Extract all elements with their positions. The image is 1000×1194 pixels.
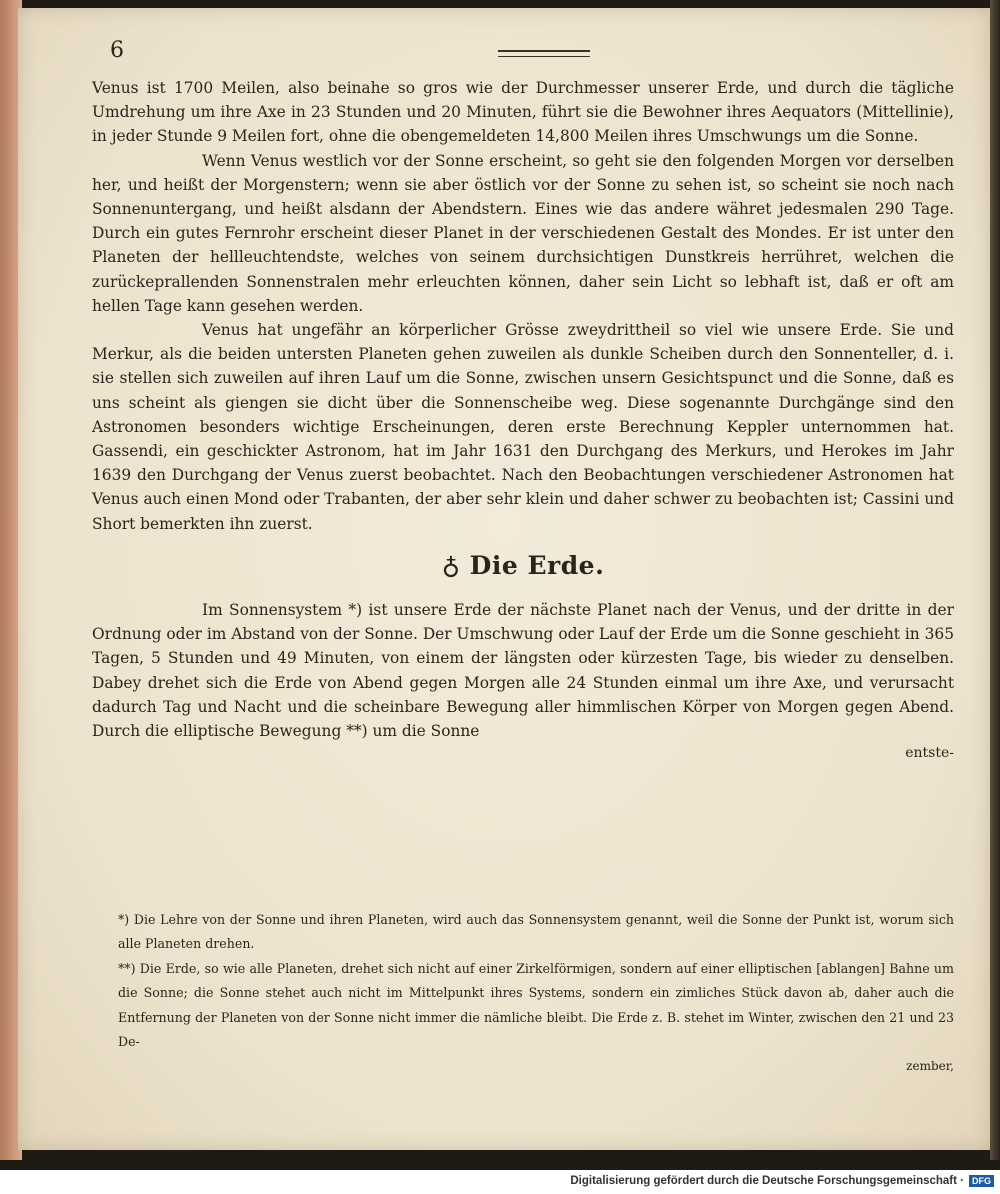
paragraph-venus-size: Venus ist 1700 Meilen, also beinahe so gros wie der Durchmesser unserer Erde, und durch die tägliche Umdrehung um ihre Axe in 23 Stunden und 20 Minuten, führt sie die Bewohner ihres Aequators (Mittellinie), in jeder Stunde 9 Meilen fort, ohne die obengemeldeten 14,800 Meilen ihres Umschwungs um die Sonne.: [92, 79, 954, 146]
section-heading-die-erde: ♁ Die Erde.: [441, 550, 605, 580]
digitization-footer: [0, 1170, 1000, 1194]
footnote-2: **) Die Erde, so wie alle Planeten, drehet sich nicht auf einer Zirkelförmigen, sondern auf einer elliptischen [ablangen] Bahne um die Sonne; die Sonne stehet auch nicht im Mittelpunkt ihres Systems, sondern ein zimliches Stück davon ab, daher auch die Entfernung der Planeten von der Sonne nicht immer die nämliche bleibt. Die Erde z. B. stehet im Winter, zwischen den 21 und 23 De-: [118, 960, 954, 1050]
paragraph-morning-evening-star: Wenn Venus westlich vor der Sonne erscheint, so geht sie den folgenden Morgen vor derselben her, und heißt der Morgenstern; wenn sie aber östlich vor der Sonne zu sehen ist, so scheint sie noch nach Sonnenuntergang, und heißt alsdann der Abendstern. Eines wie das andere währet jedesmalen 290 Tage. Durch ein gutes Fernrohr erscheint dieser Planet in der verschiedenen Gestalt des Mondes. Er ist unter den Planeten der hellleuchtendste, welches von seinem durchsichtigen Dunstkreis herrühret, welchen die zurückeprallenden Sonnenstralen mehr erleuchten können, daher sein Licht so lebhaft ist, daß er oft am hellen Tage kann gesehen werden.: [92, 151, 954, 315]
footer-credit: Digitalisierung gefördert durch die Deutsche Forschungsgemeinschaft ·: [570, 1175, 964, 1187]
book-spine-shadow: [990, 0, 1000, 1160]
paragraph-earth: Im Sonnensystem *) ist unsere Erde der nächste Planet nach der Venus, und der dritte in der Ordnung oder im Abstand von der Sonne. Der Umschwung oder Lauf der Erde um die Sonne geschieht in 365 Tagen, 5 Stunden und 49 Minuten, von einem der längsten oder kürzesten Tage, bis wieder zu denselben. Dabey drehet sich die Erde von Abend gegen Morgen alle 24 Stunden einmal um ihre Axe, und verursacht dadurch Tag und Nacht und die scheinbare Bewegung aller himmlischen Körper von Morgen gegen Abend. Durch die elliptische Bewegung **) um die Sonne: [92, 601, 954, 741]
catchword: entste-: [905, 745, 954, 762]
header-ornament-rule: [498, 50, 590, 57]
footnotes: [118, 908, 954, 1079]
footnote-1: *) Die Lehre von der Sonne und ihren Planeten, wird auch das Sonnensystem genannt, weil die Sonne der Punkt ist, worum sich alle Planeten drehen.: [118, 912, 954, 952]
paragraph-transits: Venus hat ungefähr an körperlicher Grösse zweydrittheil so viel wie unsere Erde. Sie und Merkur, als die beiden untersten Planeten gehen zuweilen als dunkle Scheiben durch den Sonnenteller, d. i. sie stellen sich zuweilen auf ihren Lauf um die Sonne, zwischen unsern Gesichtspunct und die Sonne, daß es uns scheint als giengen sie dicht über die Sonnenscheibe weg. Diese sogenannte Durchgänge sind den Astronomen besonders wichtige Erscheinungen, deren erste Berechnung Keppler unternommen hat. Gassendi, ein geschickter Astronom, hat im Jahr 1631 den Durchgang des Merkurs, und Herokes im Jahr 1639 den Durchgang der Venus zuerst beobachtet. Nach den Beobachtungen verschiedener Astronomen hat Venus auch einen Mond oder Trabanten, der aber sehr klein und daher schwer zu beobachten ist; Cassini und Short bemerkten ihn zuerst.: [92, 321, 954, 533]
dfg-logo-badge: DFG: [969, 1175, 994, 1187]
page-number: 6: [110, 38, 124, 63]
body-text: [92, 76, 954, 765]
footnote-catchword: zember,: [906, 1059, 954, 1074]
